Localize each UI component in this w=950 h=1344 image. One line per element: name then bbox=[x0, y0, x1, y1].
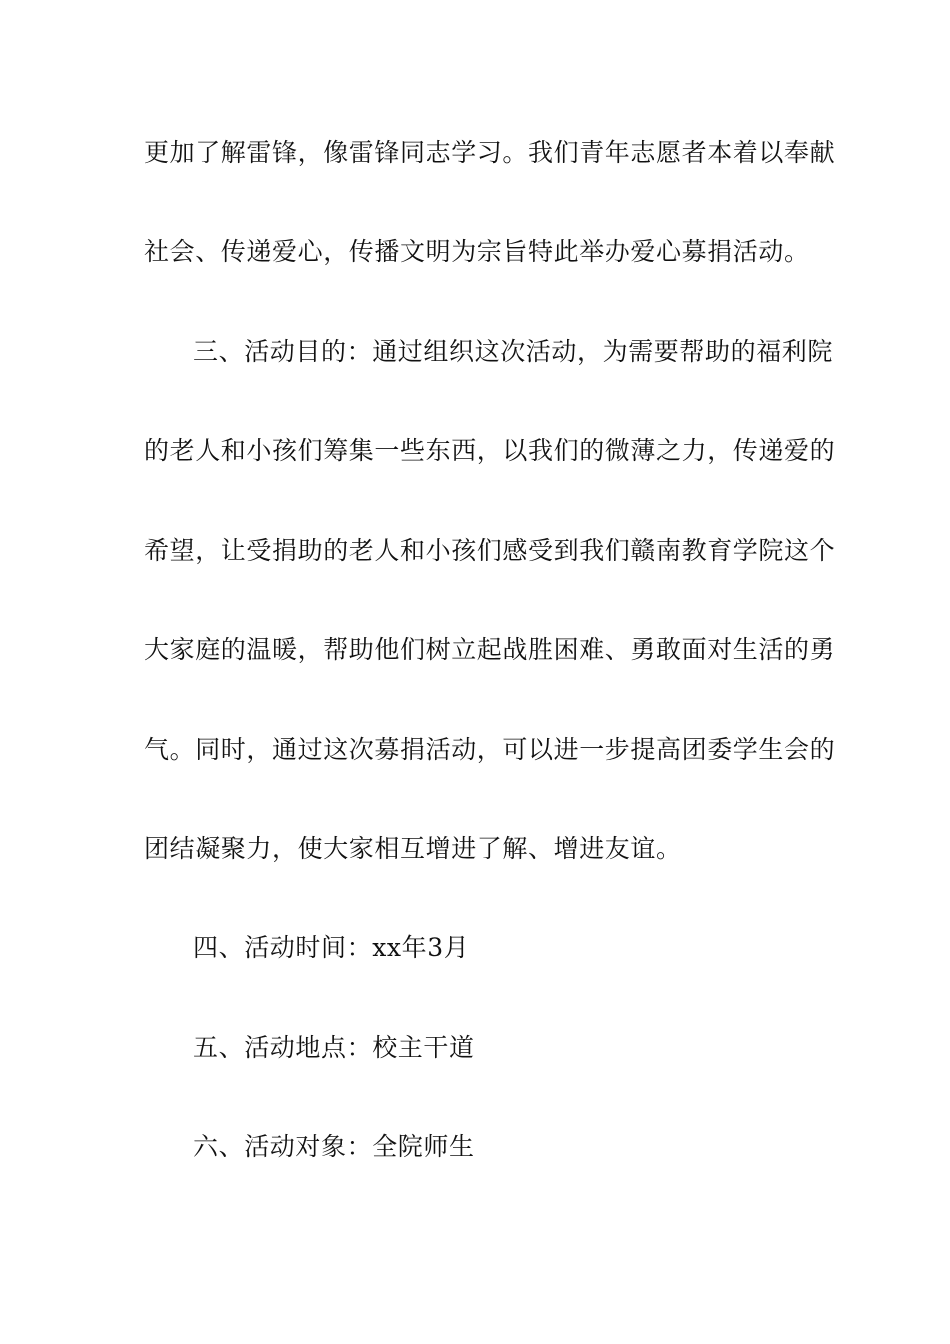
paragraph-line: 的老人和小孩们筹集一些东西，以我们的微薄之力，传递爱的 bbox=[144, 436, 836, 465]
paragraph-line: 希望，让受捐助的老人和小孩们感受到我们赣南教育学院这个 bbox=[144, 536, 836, 565]
paragraph-line: 社会、传递爱心，传播文明为宗旨特此举办爱心募捐活动。 bbox=[144, 237, 810, 266]
paragraph-line: 更加了解雷锋，像雷锋同志学习。我们青年志愿者本着以奉献 bbox=[144, 138, 836, 167]
paragraph-line: 大家庭的温暖，帮助他们树立起战胜困难、勇敢面对生活的勇 bbox=[144, 635, 836, 664]
paragraph-line: 气。同时，通过这次募捐活动，可以进一步提高团委学生会的 bbox=[144, 735, 836, 764]
section-heading-location: 五、活动地点：校主干道 bbox=[193, 1033, 475, 1062]
section-heading-purpose: 三、活动目的：通过组织这次活动，为需要帮助的福利院 bbox=[193, 337, 834, 366]
paragraph-line: 团结凝聚力，使大家相互增进了解、增进友谊。 bbox=[144, 834, 682, 863]
section-heading-time: 四、活动时间：xx年3月 bbox=[193, 933, 470, 962]
section-heading-audience: 六、活动对象：全院师生 bbox=[193, 1132, 475, 1161]
